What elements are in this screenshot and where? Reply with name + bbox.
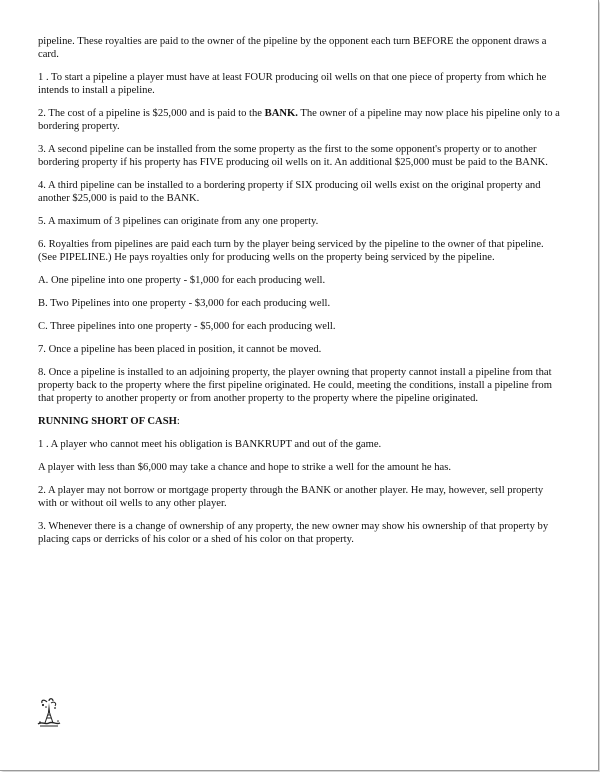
rule-4: 4. A third pipeline can be installed to a bordering property if SIX producing oil wells exist on the original property and another $25,000 is paid to the BANK. — [38, 180, 541, 204]
section-heading-colon: : — [176, 416, 180, 427]
section-heading — [38, 415, 562, 428]
rule-6: 6. Royalties from pipelines are paid each turn by the player being serviced by the pipeline to the owner of that pipeline. (See PIPELINE.) He pays royalties only for producing wells on the property being serviced by the pipeline. — [38, 239, 544, 263]
rule-2 — [38, 107, 562, 133]
rule-2-text-b: The owner of a pipeline may now place his pipeline only to a bordering property. — [38, 108, 560, 132]
rule-8: 8. Once a pipeline is installed to an adjoining property, the player owning that property cannot install a pipeline from that property back to the property where the first pipeline originated. He could, meeting the conditions, install a pipeline from that property to another property or from another property to the property where the pipeline originated. — [38, 367, 552, 404]
rule-2-bank-bold: BANK. — [264, 108, 298, 119]
royalty-a: A. One pipeline into one property - $1,000 for each producing well. — [38, 275, 326, 286]
rule-1: 1 . To start a pipeline a player must have at least FOUR producing oil wells on that one piece of property from which he intends to install a pipeline. — [38, 72, 547, 96]
cash-rule-3: 3. Whenever there is a change of ownership of any property, the new owner may show his ownership of that property by placing caps or derricks of his color or a shed of his color on that property. — [38, 521, 549, 545]
cash-rule-1: 1 . A player who cannot meet his obligation is BANKRUPT and out of the game. — [38, 439, 382, 450]
royalty-c: C. Three pipelines into one property - $5,000 for each producing well. — [38, 321, 336, 332]
cash-note: A player with less than $6,000 may take a chance and hope to strike a well for the amount he has. — [38, 462, 452, 473]
rules-document — [38, 35, 562, 556]
cash-rule-2: 2. A player may not borrow or mortgage property through the BANK or another player. He may, however, sell property with or without oil wells to any other player. — [38, 485, 544, 509]
oil-derrick-gusher-icon — [34, 698, 64, 728]
paragraph-continuation: pipeline. These royalties are paid to the owner of the pipeline by the opponent each turn BEFORE the opponent draws a card. — [38, 36, 547, 60]
royalty-b: B. Two Pipelines into one property - $3,000 for each producing well. — [38, 298, 331, 309]
rule-5: 5. A maximum of 3 pipelines can originate from any one property. — [38, 216, 319, 227]
rule-2-text-a: 2. The cost of a pipeline is $25,000 and is paid to the — [38, 108, 265, 119]
section-heading-text: RUNNING SHORT OF CASH — [38, 416, 177, 427]
rule-7: 7. Once a pipeline has been placed in position, it cannot be moved. — [38, 344, 322, 355]
rule-3: 3. A second pipeline can be installed from the some property as the first to the some opponent's property or to another bordering property if his property has FIVE producing oil wells on it. An additional $25,000 must be paid to the BANK. — [38, 144, 548, 168]
